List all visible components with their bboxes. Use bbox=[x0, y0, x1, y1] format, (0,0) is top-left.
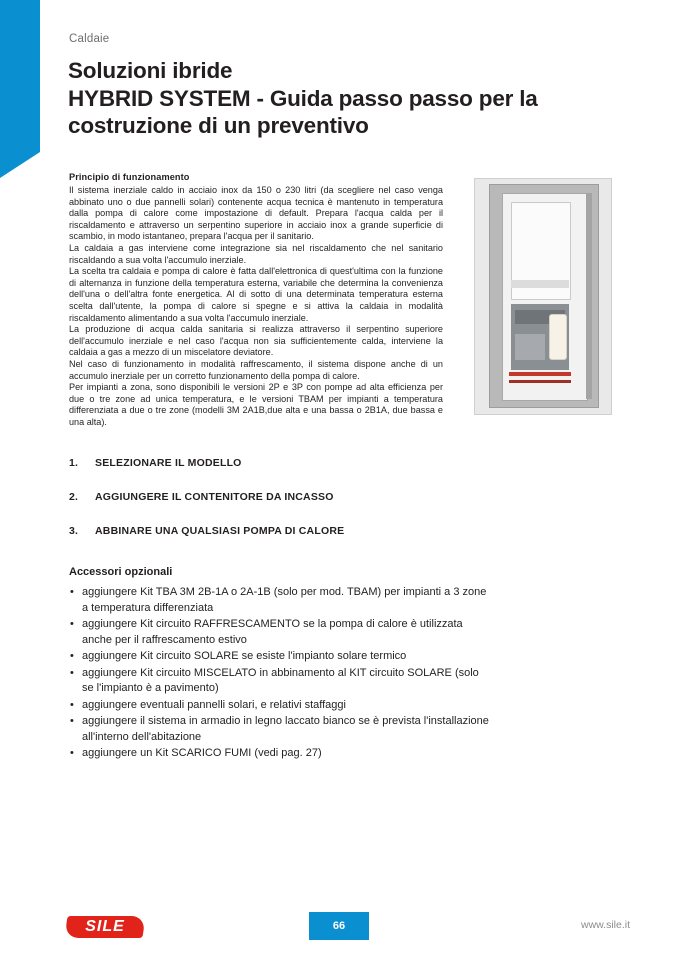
cabinet-outer bbox=[489, 184, 599, 408]
list-item: • aggiungere Kit circuito RAFFRESCAMENTO se la pompa di calore è utilizzata anche per il raffrescamento estivo bbox=[69, 617, 489, 648]
website-url: www.sile.it bbox=[580, 919, 630, 931]
step-number-2: 2. bbox=[69, 491, 79, 503]
cabinet-side-panel bbox=[586, 193, 592, 399]
list-item: • aggiungere eventuali pannelli solari, e relativi staffaggi bbox=[69, 698, 489, 714]
steps-list bbox=[69, 457, 529, 559]
logo-text: SILE bbox=[85, 918, 125, 935]
page-number-badge: 66 bbox=[309, 912, 369, 940]
list-item: • aggiungere Kit TBA 3M 2B-1A o 2A-1B (solo per mod. TBAM) per impianti a 3 zone a temperatura differenziata bbox=[69, 585, 489, 616]
intro-paragraph-5: Nel caso di funzionamento in modalità raffrescamento, il sistema dispone anche di un accumulo inerziale per un corretto funzionamento della pompa di calore. bbox=[69, 358, 443, 381]
intro-text-column bbox=[69, 172, 443, 428]
intro-paragraph-4: La produzione di acqua calda sanitaria si realizza attraverso il serpentino superiore dell'accumulo inerziale e nel caso l'acqua non sia sufficientemente calda, interviene la caldaia a gas a mezzo di un miscelatore deviatore. bbox=[69, 324, 443, 358]
accessories-list bbox=[69, 585, 489, 762]
step-label-1: SELEZIONARE IL MODELLO bbox=[95, 457, 242, 469]
inertial-tank bbox=[549, 314, 567, 360]
section-eyebrow: Caldaie bbox=[69, 33, 110, 45]
hybrid-system-photo bbox=[474, 178, 612, 415]
footer-divider bbox=[0, 910, 678, 911]
accessories-section bbox=[69, 566, 489, 763]
list-item: • aggiungere Kit circuito SOLARE se esiste l'impianto solare termico bbox=[69, 649, 489, 665]
step-item-3 bbox=[69, 525, 529, 537]
sile-logo bbox=[66, 913, 144, 941]
step-label-2: AGGIUNGERE IL CONTENITORE DA INCASSO bbox=[95, 491, 334, 503]
red-pipe-upper bbox=[509, 372, 571, 376]
list-item: • aggiungere il sistema in armadio in legno laccato bianco se è prevista l'installazione all'interno dell'abitazione bbox=[69, 714, 489, 745]
page-title-line-2: HYBRID SYSTEM - Guida passo passo per la bbox=[68, 85, 538, 111]
page-title-line-1: Soluzioni ibride bbox=[68, 58, 233, 83]
blue-corner-accent bbox=[0, 0, 40, 152]
cabinet-inner bbox=[502, 193, 588, 401]
intro-paragraph-3: La scelta tra caldaia e pompa di calore è fatta dall'elettronica di quest'ultima con la funzione di alternanza in funzione della temperatura esterna, variabile che determina la convenienza dell'una o dell'altra fonte energetica. Al di sotto di una determinata temperatura esterna scelta dall'utente, la pompa di calore si spegne e si attiva la caldaia in modalità riscaldamento alimentando a sua volta l'accumulo inerziale. bbox=[69, 266, 443, 323]
list-item: • aggiungere Kit circuito MISCELATO in abbinamento al KIT circuito SOLARE (solo se l'impianto è a pavimento) bbox=[69, 666, 489, 697]
boiler-control-strip bbox=[511, 280, 569, 288]
red-pipe-lower bbox=[509, 380, 571, 383]
step-item-1 bbox=[69, 457, 529, 469]
intro-paragraph-1: Il sistema inerziale caldo in acciaio inox da 150 o 230 litri (da scegliere nel caso venga abbinato uno o due pannelli solari) contenente acqua tecnica è mantenuto in temperatura dalla pompa di calore come impostazione di default. Prepara l'acqua calda per il riscaldamento e attraverso un serpentino superiore in acciaio inox a grande superficie di scambio, in modo istantaneo, prepara l'acqua per il sanitario. bbox=[69, 185, 443, 242]
intro-heading: Principio di funzionamento bbox=[69, 172, 190, 182]
page-title-line-3: costruzione di un preventivo bbox=[68, 113, 369, 138]
step-number-1: 1. bbox=[69, 457, 79, 469]
accessories-heading: Accessori opzionali bbox=[69, 566, 173, 578]
step-number-3: 3. bbox=[69, 525, 79, 537]
step-item-2 bbox=[69, 491, 529, 503]
list-item: • aggiungere un Kit SCARICO FUMI (vedi pag. 27) bbox=[69, 746, 489, 762]
intro-paragraph-6: Per impianti a zona, sono disponibili le versioni 2P e 3P con pompe ad alta efficienza per due o tre zone ad unica temperatura, e le versioni TBAM per impianti a temperatura differenziata a due o tre zone (modelli 3M 2A1B,due alta e una bassa o 2B1A, due bassa e una alta). bbox=[69, 382, 443, 427]
intro-paragraph-2: La caldaia a gas interviene come integrazione sia nel riscaldamento che nel sanitario riscaldando a sua volta l'accumulo inerziale. bbox=[69, 242, 443, 265]
step-label-3: ABBINARE UNA QUALSIASI POMPA DI CALORE bbox=[95, 525, 345, 537]
page-title bbox=[68, 57, 628, 140]
